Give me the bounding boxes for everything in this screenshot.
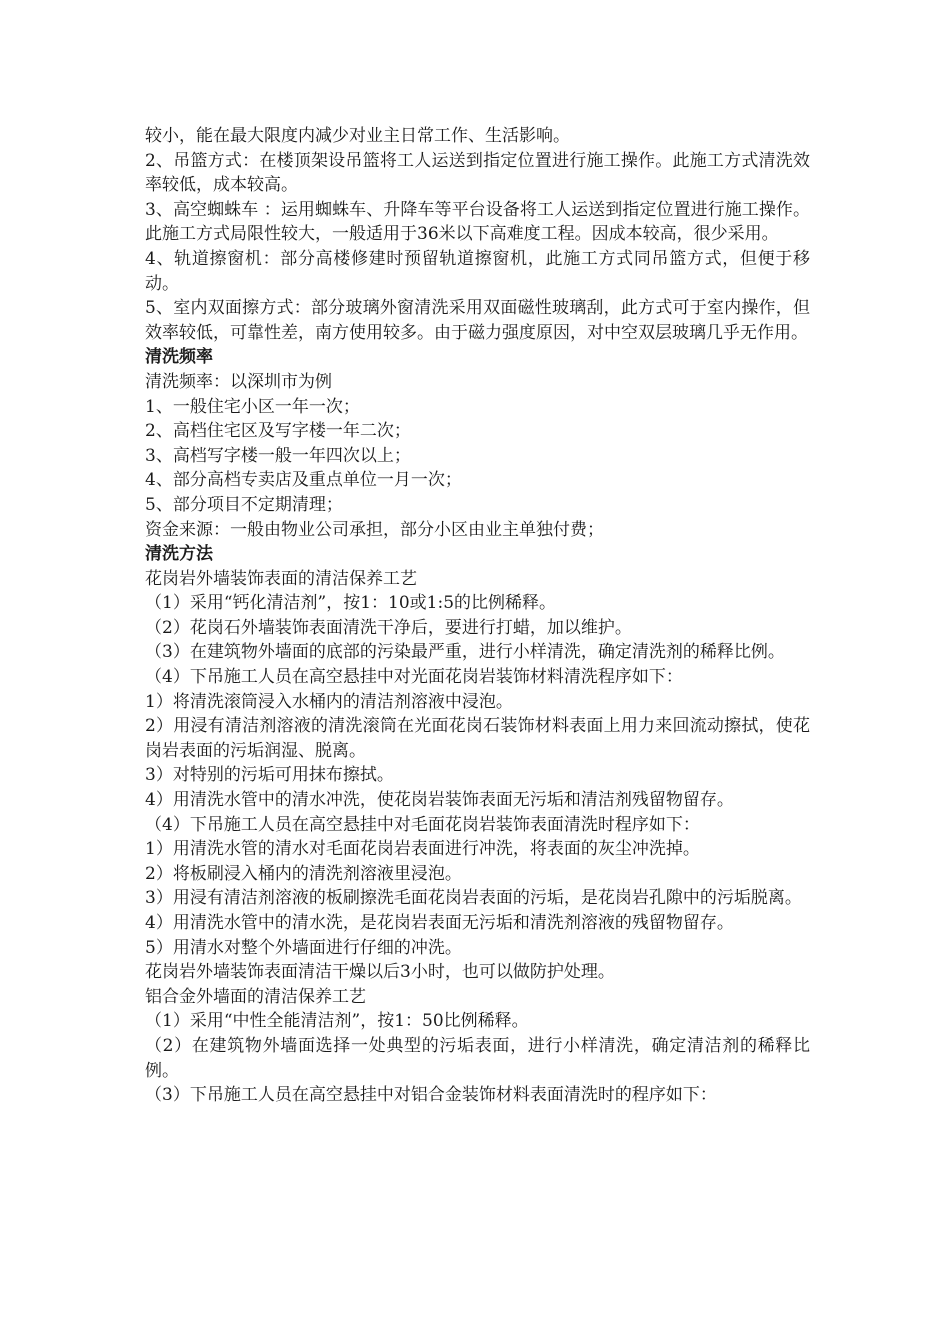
paragraph: 2）用浸有清洁剂溶液的清洗滚筒在光面花岗石装饰材料表面上用力来回流动擦拭，使花岗岩表面的污垢润湿、脱离。 xyxy=(145,716,810,761)
paragraph: （1）采用“中性全能清洁剂”，按1：50比例稀释。 xyxy=(145,1011,529,1032)
paragraph: （4）下吊施工人员在高空悬挂中对光面花岗岩装饰材料清洗程序如下： xyxy=(145,667,683,688)
paragraph: 1）用清洗水管的清水对毛面花岗岩表面进行冲洗，将表面的灰尘冲洗掉。 xyxy=(145,839,700,860)
paragraph: 4、轨道擦窗机：部分高楼修建时预留轨道擦窗机，此施工方式同吊篮方式，但便于移动。 xyxy=(145,248,810,294)
paragraph: 3、高档写字楼一般一年四次以上； xyxy=(145,445,411,466)
paragraph: 1、一般住宅小区一年一次； xyxy=(145,396,360,417)
paragraph: 花岗岩外墙装饰表面清洁干燥以后3小时，也可以做防护处理。 xyxy=(145,962,615,983)
paragraph: 清洗频率：以深圳市为例 xyxy=(145,371,332,392)
paragraph: 资金来源：一般由物业公司承担，部分小区由业主单独付费； xyxy=(145,519,604,540)
paragraph: 2）将板刷浸入桶内的清洗剂溶液里浸泡。 xyxy=(145,863,462,884)
paragraph: 较小，能在最大限度内减少对业主日常工作、生活影响。 xyxy=(145,126,570,146)
paragraph: （3）下吊施工人员在高空悬挂中对铝合金装饰材料表面清洗时的程序如下： xyxy=(145,1085,717,1106)
section-heading: 清洗频率 xyxy=(145,347,213,368)
paragraph: （3）在建筑物外墙面的底部的污染最严重，进行小样清洗，确定清洗剂的稀释比例。 xyxy=(145,642,785,663)
paragraph: 5）用清水对整个外墙面进行仔细的冲洗。 xyxy=(145,937,462,958)
paragraph: 3、高空蜘蛛车 ：运用蜘蛛车、升降车等平台设备将工人运送到指定位置进行施工操作。此施工方式局限性较大，一般适用于36米以下高难度工程。因成本较高，很少采用。 xyxy=(145,199,810,245)
paragraph: 5、部分项目不定期清理； xyxy=(145,494,343,515)
paragraph: （4）下吊施工人员在高空悬挂中对毛面花岗岩装饰表面清洗时程序如下： xyxy=(145,814,700,835)
paragraph: 4）用清洗水管中的清水洗，是花岗岩表面无污垢和清洗剂溶液的残留物留存。 xyxy=(145,913,734,933)
paragraph: 铝合金外墙面的清洁保养工艺 xyxy=(145,986,366,1007)
paragraph: 1）将清洗滚筒浸入水桶内的清洁剂溶液中浸泡。 xyxy=(145,691,513,712)
paragraph: 2、高档住宅区及写字楼一年二次； xyxy=(145,421,411,442)
document-body xyxy=(145,124,810,1108)
paragraph: （2）花岗石外墙装饰表面清洗干净后，要进行打蜡，加以维护。 xyxy=(145,617,632,638)
paragraph: 花岗岩外墙装饰表面的清洁保养工艺 xyxy=(145,568,417,589)
paragraph: 4）用清洗水管中的清水冲洗，使花岗岩装饰表面无污垢和清洁剂残留物留存。 xyxy=(145,790,734,811)
paragraph: 2、吊篮方式：在楼顶架设吊篮将工人运送到指定位置进行施工操作。此施工方式清洗效率较低，成本较高。 xyxy=(145,150,810,196)
paragraph: 4、部分高档专卖店及重点单位一月一次； xyxy=(145,470,462,491)
paragraph: 3）对特别的污垢可用抹布擦拭。 xyxy=(145,765,394,786)
paragraph: 5、室内双面擦方式：部分玻璃外窗清洗采用双面磁性玻璃刮，此方式可于室内操作，但效率较低，可靠性差，南方使用较多。由于磁力强度原因，对中空双层玻璃几乎无作用。 xyxy=(145,298,810,343)
section-heading: 清洗方法 xyxy=(145,544,213,565)
paragraph: （1）采用“钙化清洁剂”，按1：10或1:5的比例稀释。 xyxy=(145,593,557,614)
paragraph: （2）在建筑物外墙面选择一处典型的污垢表面，进行小样清洗，确定清洁剂的稀释比例。 xyxy=(145,1035,810,1081)
paragraph: 3）用浸有清洁剂溶液的板刷擦洗毛面花岗岩表面的污垢，是花岗岩孔隙中的污垢脱离。 xyxy=(145,888,802,909)
